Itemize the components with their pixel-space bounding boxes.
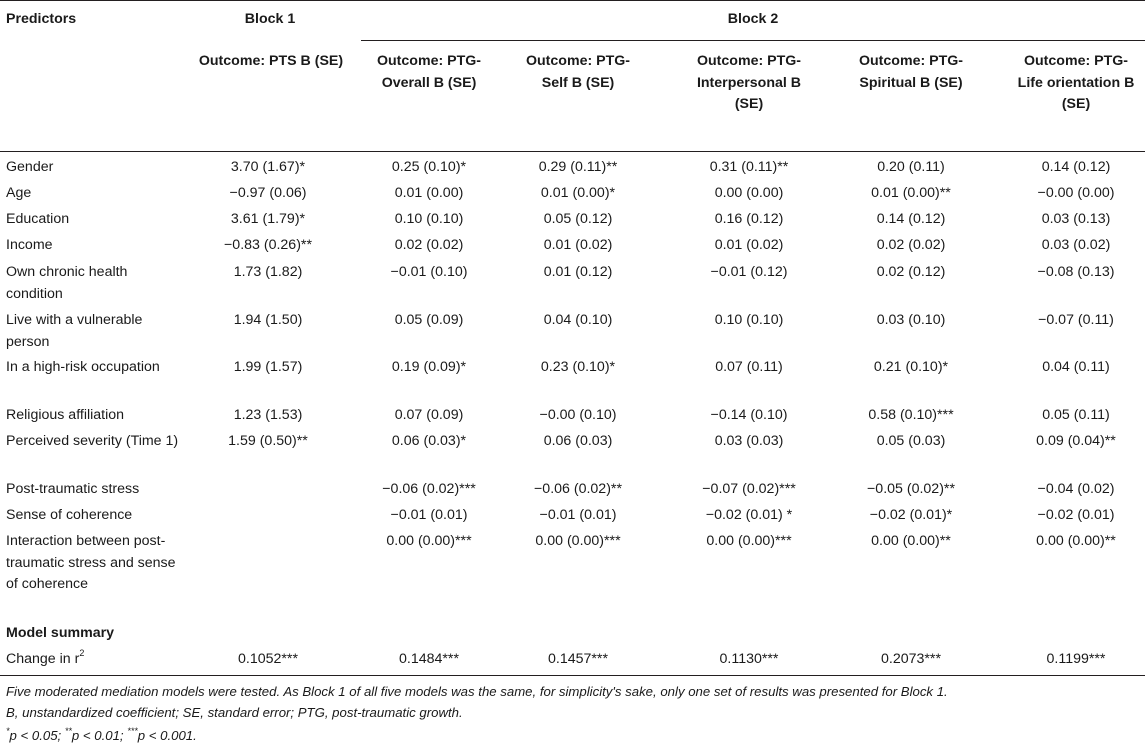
value-cell-ptg-interpersonal: 0.16 (0.12) <box>714 211 784 227</box>
value-cell-ptg-overall: 0.25 (0.10)* <box>391 159 467 175</box>
predictor-label: Own chronic health condition <box>6 264 128 302</box>
value-cell-ptg-overall: 0.10 (0.10) <box>394 211 464 227</box>
sig-2-symbol: ** <box>64 725 72 736</box>
value-cell-pts: −0.83 (0.26)** <box>224 237 312 253</box>
outcome-header-pts: Outcome: PTS B (SE) <box>198 53 344 69</box>
value-cell-ptg-interpersonal: −0.02 (0.01) * <box>705 507 793 523</box>
predictor-label: Post-traumatic stress <box>6 481 140 497</box>
value-cell-pts: 1.94 (1.50) <box>233 312 303 328</box>
value-cell-ptg-self: 0.00 (0.00)*** <box>535 533 621 549</box>
value-cell-ptg-interpersonal: 0.07 (0.11) <box>715 359 783 375</box>
value-cell-ptg-spiritual: 0.01 (0.00)** <box>871 185 951 201</box>
value-cell-ptg-life: −0.02 (0.01) <box>1037 507 1115 523</box>
value-cell-ptg-life: −0.00 (0.00) <box>1037 185 1115 201</box>
predictors-header: Predictors <box>6 11 77 27</box>
value-cell-ptg-overall: −0.01 (0.10) <box>390 264 468 280</box>
outcome-header-ptg-interpersonal: Outcome: PTG-Interpersonal B (SE) <box>696 53 802 113</box>
value-cell-ptg-overall: 0.00 (0.00)*** <box>386 533 472 549</box>
value-cell-ptg-life: 0.14 (0.12) <box>1041 159 1111 175</box>
value-cell-ptg-self: 0.29 (0.11)** <box>538 159 618 175</box>
block1-header: Block 1 <box>244 11 296 27</box>
change-r2-label <box>6 649 84 671</box>
value-cell-ptg-spiritual: 0.20 (0.11) <box>877 159 945 175</box>
value-cell-ptg-spiritual: −0.05 (0.02)** <box>867 481 955 497</box>
value-cell-ptg-self: 0.01 (0.02) <box>543 237 613 253</box>
value-cell-ptg-interpersonal: −0.14 (0.10) <box>710 407 788 423</box>
r2-change-ptg-overall: 0.1484*** <box>399 651 459 667</box>
r2-change-ptg-interpersonal: 0.1130*** <box>719 651 779 667</box>
value-cell-pts: 1.99 (1.57) <box>233 359 303 375</box>
predictor-label: Religious affiliation <box>6 407 125 423</box>
value-cell-ptg-self: 0.01 (0.12) <box>543 264 613 280</box>
value-cell-ptg-spiritual: 0.14 (0.12) <box>876 211 946 227</box>
block2-rule <box>361 40 1145 41</box>
predictor-label: Live with a vulnerable person <box>6 312 143 350</box>
value-cell-ptg-overall: 0.06 (0.03)* <box>391 433 467 449</box>
value-cell-pts: 3.70 (1.67)* <box>230 159 306 175</box>
value-cell-ptg-self: 0.04 (0.10) <box>543 312 613 328</box>
value-cell-ptg-life: 0.03 (0.02) <box>1041 237 1111 253</box>
predictor-label: Income <box>6 237 53 253</box>
top-rule <box>0 0 1145 1</box>
header-rule <box>0 151 1145 152</box>
sig-1-symbol: * <box>6 725 10 736</box>
value-cell-ptg-self: −0.01 (0.01) <box>539 507 617 523</box>
value-cell-pts: 1.59 (0.50)** <box>228 433 308 449</box>
value-cell-ptg-spiritual: 0.02 (0.02) <box>876 237 946 253</box>
value-cell-ptg-overall: 0.05 (0.09) <box>394 312 464 328</box>
sig-3-symbol: *** <box>127 725 138 736</box>
value-cell-ptg-self: −0.00 (0.10) <box>539 407 617 423</box>
value-cell-ptg-life: 0.00 (0.00)** <box>1036 533 1116 549</box>
predictor-label: Perceived severity (Time 1) <box>6 433 179 449</box>
change-r2-label-base: Change in r <box>6 651 80 667</box>
value-cell-ptg-interpersonal: 0.31 (0.11)** <box>709 159 789 175</box>
value-cell-ptg-overall: −0.01 (0.01) <box>390 507 468 523</box>
value-cell-ptg-interpersonal: −0.01 (0.12) <box>710 264 788 280</box>
footnote-2: B, unstandardized coefficient; SE, standard error; PTG, post-traumatic growth. <box>6 705 463 720</box>
value-cell-ptg-overall: 0.19 (0.09)* <box>391 359 467 375</box>
predictor-label: Sense of coherence <box>6 507 133 523</box>
value-cell-ptg-overall: 0.07 (0.09) <box>394 407 464 423</box>
predictor-label: Gender <box>6 159 54 175</box>
value-cell-ptg-interpersonal: 0.00 (0.00)*** <box>706 533 792 549</box>
value-cell-ptg-life: 0.05 (0.11) <box>1042 407 1110 423</box>
value-cell-ptg-self: 0.06 (0.03) <box>543 433 613 449</box>
outcome-header-ptg-spiritual: Outcome: PTG-Spiritual B (SE) <box>858 53 964 91</box>
predictor-label: In a high-risk occupation <box>6 359 160 375</box>
value-cell-ptg-life: −0.04 (0.02) <box>1037 481 1115 497</box>
value-cell-ptg-spiritual: 0.02 (0.12) <box>876 264 946 280</box>
value-cell-ptg-spiritual: 0.03 (0.10) <box>876 312 946 328</box>
predictor-label: Interaction between post-traumatic stress and sense of coherence <box>6 533 176 593</box>
value-cell-ptg-self: −0.06 (0.02)** <box>534 481 622 497</box>
sig-1-text: p < 0.05; <box>9 728 65 743</box>
value-cell-ptg-interpersonal: −0.07 (0.02)*** <box>702 481 796 497</box>
r2-change-ptg-spiritual: 0.2073*** <box>881 651 941 667</box>
value-cell-ptg-life: 0.09 (0.04)** <box>1036 433 1116 449</box>
value-cell-ptg-overall: 0.02 (0.02) <box>394 237 464 253</box>
value-cell-ptg-spiritual: 0.05 (0.03) <box>876 433 946 449</box>
value-cell-ptg-life: −0.08 (0.13) <box>1037 264 1115 280</box>
value-cell-ptg-interpersonal: 0.10 (0.10) <box>714 312 784 328</box>
value-cell-ptg-interpersonal: 0.01 (0.02) <box>714 237 784 253</box>
value-cell-ptg-life: 0.03 (0.13) <box>1041 211 1111 227</box>
bottom-rule <box>0 675 1145 676</box>
predictor-label: Education <box>6 211 70 227</box>
value-cell-ptg-interpersonal: 0.00 (0.00) <box>714 185 784 201</box>
r2-change-ptg-self: 0.1457*** <box>548 651 608 667</box>
value-cell-ptg-self: 0.01 (0.00)* <box>540 185 616 201</box>
value-cell-pts: 3.61 (1.79)* <box>230 211 306 227</box>
r2-change-pts: 0.1052*** <box>238 651 298 667</box>
change-r2-label-sup: 2 <box>79 648 85 659</box>
value-cell-ptg-spiritual: 0.58 (0.10)*** <box>868 407 954 423</box>
value-cell-pts: 1.73 (1.82) <box>233 264 303 280</box>
outcome-header-ptg-self: Outcome: PTG-Self B (SE) <box>525 53 631 91</box>
value-cell-ptg-overall: −0.06 (0.02)*** <box>382 481 476 497</box>
value-cell-ptg-life: 0.04 (0.11) <box>1042 359 1110 375</box>
footnote-1: Five moderated mediation models were tested. As Block 1 of all five models was the same, for simplicity's sake, only one set of results was presented for Block 1. <box>6 684 948 699</box>
value-cell-ptg-overall: 0.01 (0.00) <box>394 185 464 201</box>
footnote-significance <box>6 726 197 746</box>
sig-2-text: p < 0.01; <box>71 728 128 743</box>
outcome-header-ptg-overall: Outcome: PTG-Overall B (SE) <box>376 53 482 91</box>
value-cell-ptg-life: −0.07 (0.11) <box>1038 312 1114 328</box>
predictor-label: Age <box>6 185 32 201</box>
value-cell-ptg-self: 0.23 (0.10)* <box>540 359 616 375</box>
value-cell-ptg-spiritual: 0.00 (0.00)** <box>871 533 951 549</box>
value-cell-ptg-spiritual: 0.21 (0.10)* <box>873 359 949 375</box>
value-cell-pts: 1.23 (1.53) <box>233 407 303 423</box>
r2-change-ptg-life: 0.1199*** <box>1046 651 1106 667</box>
value-cell-pts: −0.97 (0.06) <box>229 185 307 201</box>
block2-header: Block 2 <box>727 11 779 27</box>
sig-3-text: p < 0.001. <box>137 728 197 743</box>
value-cell-ptg-self: 0.05 (0.12) <box>543 211 613 227</box>
model-summary-heading: Model summary <box>6 625 115 641</box>
outcome-header-ptg-life: Outcome: PTG-Life orientation B (SE) <box>1017 53 1135 113</box>
value-cell-ptg-interpersonal: 0.03 (0.03) <box>714 433 784 449</box>
value-cell-ptg-spiritual: −0.02 (0.01)* <box>869 507 953 523</box>
